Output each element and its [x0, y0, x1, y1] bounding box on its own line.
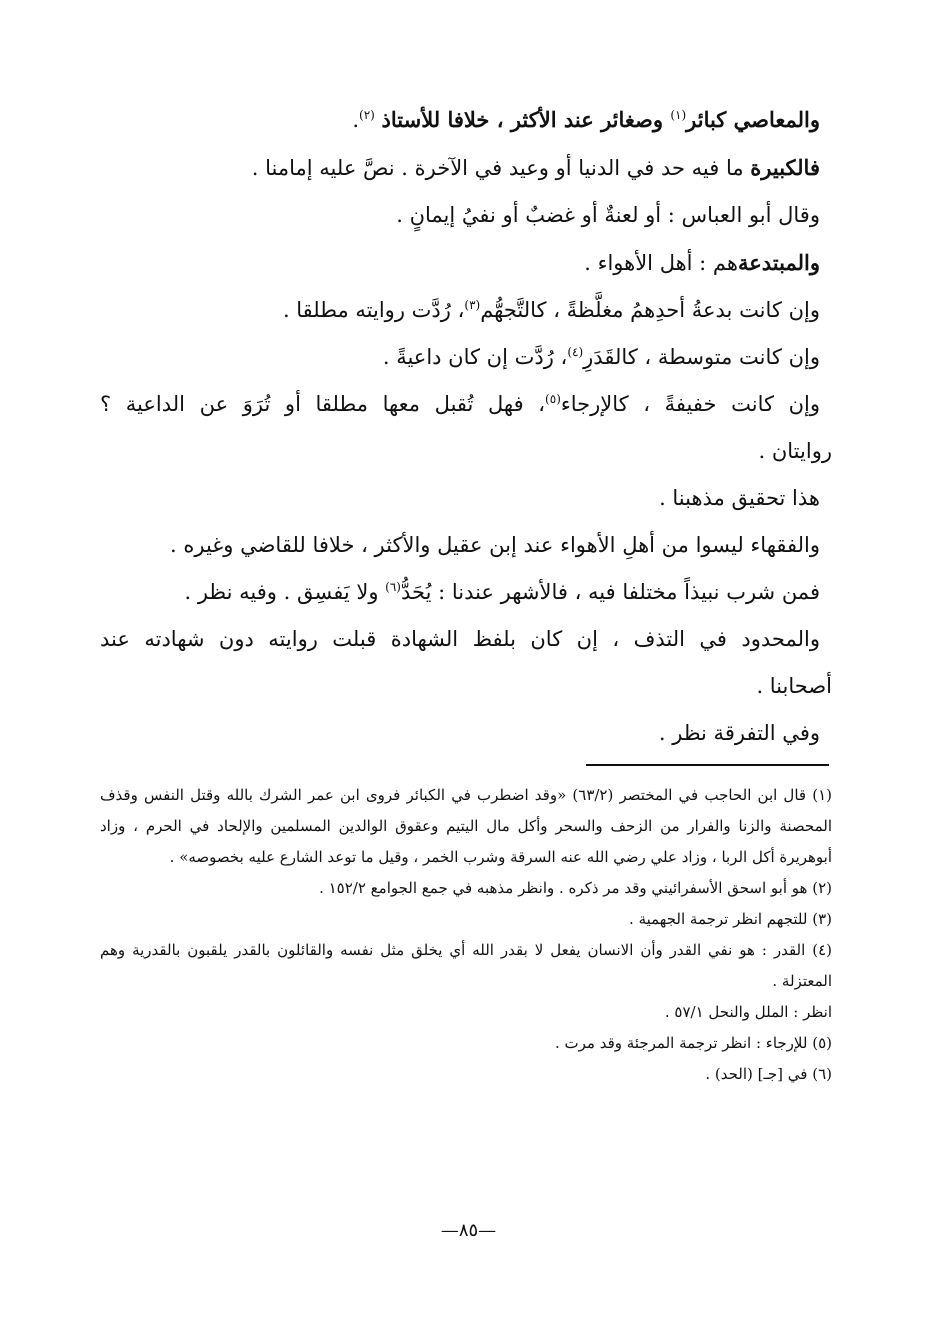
text-line-11: [100, 569, 820, 616]
footnote-5: (٥) للإرجاء : انظر ترجمة المرجئة وقد مرت .: [554, 1034, 832, 1052]
footnote-4-reference: انظر : الملل والنحل ٥٧/١ .: [664, 1003, 832, 1021]
footnote-ref-5: (٥): [545, 392, 561, 406]
text-line-4: [100, 239, 820, 287]
text-segment: فمن شرب نبيذاً مختلفا فيه ، فالأشهر عندنا : يُحَدُّ: [400, 580, 820, 604]
text-segment: وإن كانت متوسطة ، كالقَدَرِ: [583, 345, 820, 369]
text-segment: والمعاصي كبائر: [686, 107, 820, 132]
footnote-1: (١) قال ابن الحاجب في المختصر (٦٣/٢) «وقد اضطرب في الكبائر فروى ابن عمر الشرك بالله وقتل النفس وقذف المحصنة والزنا والفرار من الزحف والسحر وأكل مال اليتيم وعقوق الوالدين المسلمين والإلحاد في الحرم ، وزاد أبوهريرة أكل الربا ، وزاد علي رضي الله عنه السرقة وشرب الخمر ، وقيل ما توعد الشارع عليه بخصوصه» .: [100, 786, 832, 866]
term-bold: والمبتدعة: [737, 250, 820, 275]
footnote-divider: [586, 764, 829, 766]
text-segment: ، فهل تُقبل معها مطلقا أو تُرَوَ عن الداعية ؟: [100, 392, 546, 416]
text-line-10: والفقهاء ليسوا من أهلِ الأهواء عند إبن عقيل والأكثر ، خلافا للقاضي وغيره .: [170, 533, 820, 557]
footnote-ref-3: (٣): [464, 298, 481, 312]
text-line-12: والمحدود في التذف ، إن كان بلفظ الشهادة قبلت روايته دون شهادته عند: [100, 627, 820, 651]
main-text: [100, 96, 832, 757]
page-number: —٨٥—: [440, 1220, 497, 1241]
text-line-5: [100, 287, 820, 334]
text-segment: وإن كانت خفيفةً ، كالإرجاء: [560, 392, 820, 416]
text-line-6: [100, 334, 820, 381]
text-line-2: [100, 144, 820, 192]
footnote-2: (٢) هو أبو اسحق الأسفرائيني وقد مر ذكره . وانظر مذهبه في جمع الجوامع ١٥٢/٢ .: [319, 879, 832, 897]
footnote-3: (٣) للتجهم انظر ترجمة الجهمية .: [629, 910, 832, 928]
text-line-1: [100, 96, 820, 144]
text-segment: ولا يَفسِق . وفيه نظر .: [184, 580, 386, 604]
text-segment: وإن كانت بدعةُ أحدِهمُ مغلَّظةً ، كالتَّجهُّم: [480, 298, 820, 322]
text-segment: ما فيه حد في الدنيا أو وعيد في الآخرة . نصَّ عليه إمامنا .: [251, 156, 751, 180]
text-line-3: وقال أبو العباس : أو لعنةٌ أو غضبٌ أو نفيُ إيمانٍ .: [396, 203, 820, 227]
text-line-14: وفي التفرقة نظر .: [658, 721, 820, 745]
term-bold: فالكبيرة: [750, 155, 820, 180]
text-segment: وصغائر عند الأكثر ، خلافا للأستاذ: [381, 107, 671, 132]
footnote-6: (٦) في [جـ] (الحد) .: [705, 1065, 832, 1083]
text-segment: ، رُدَّت إن كان داعيةً .: [382, 345, 568, 369]
text-segment: هم : أهل الأهواء .: [584, 251, 738, 275]
footnote-ref-1: (١): [670, 108, 687, 122]
text-line-7: [100, 381, 820, 428]
text-segment: .: [352, 108, 360, 132]
footnote-ref-2: (٢): [359, 108, 375, 122]
text-line-13: أصحابنا .: [756, 674, 832, 698]
text-line-9: هذا تحقيق مذهبنا .: [659, 486, 820, 510]
footnote-ref-4: (٤): [567, 345, 584, 359]
footnote-ref-6: (٦): [385, 580, 401, 594]
text-line-8: روايتان .: [758, 439, 832, 463]
footnote-4: (٤) القدر : هو نفي القدر وأن الانسان يفعل لا بقدر الله أي يخلق مثل نفسه والقائلون بالقدر يلقبون بالقدرية وهم المعتزلة .: [100, 941, 832, 990]
text-segment: ، رُدَّت روايته مطلقا .: [282, 298, 465, 322]
footnotes: [100, 780, 832, 1090]
